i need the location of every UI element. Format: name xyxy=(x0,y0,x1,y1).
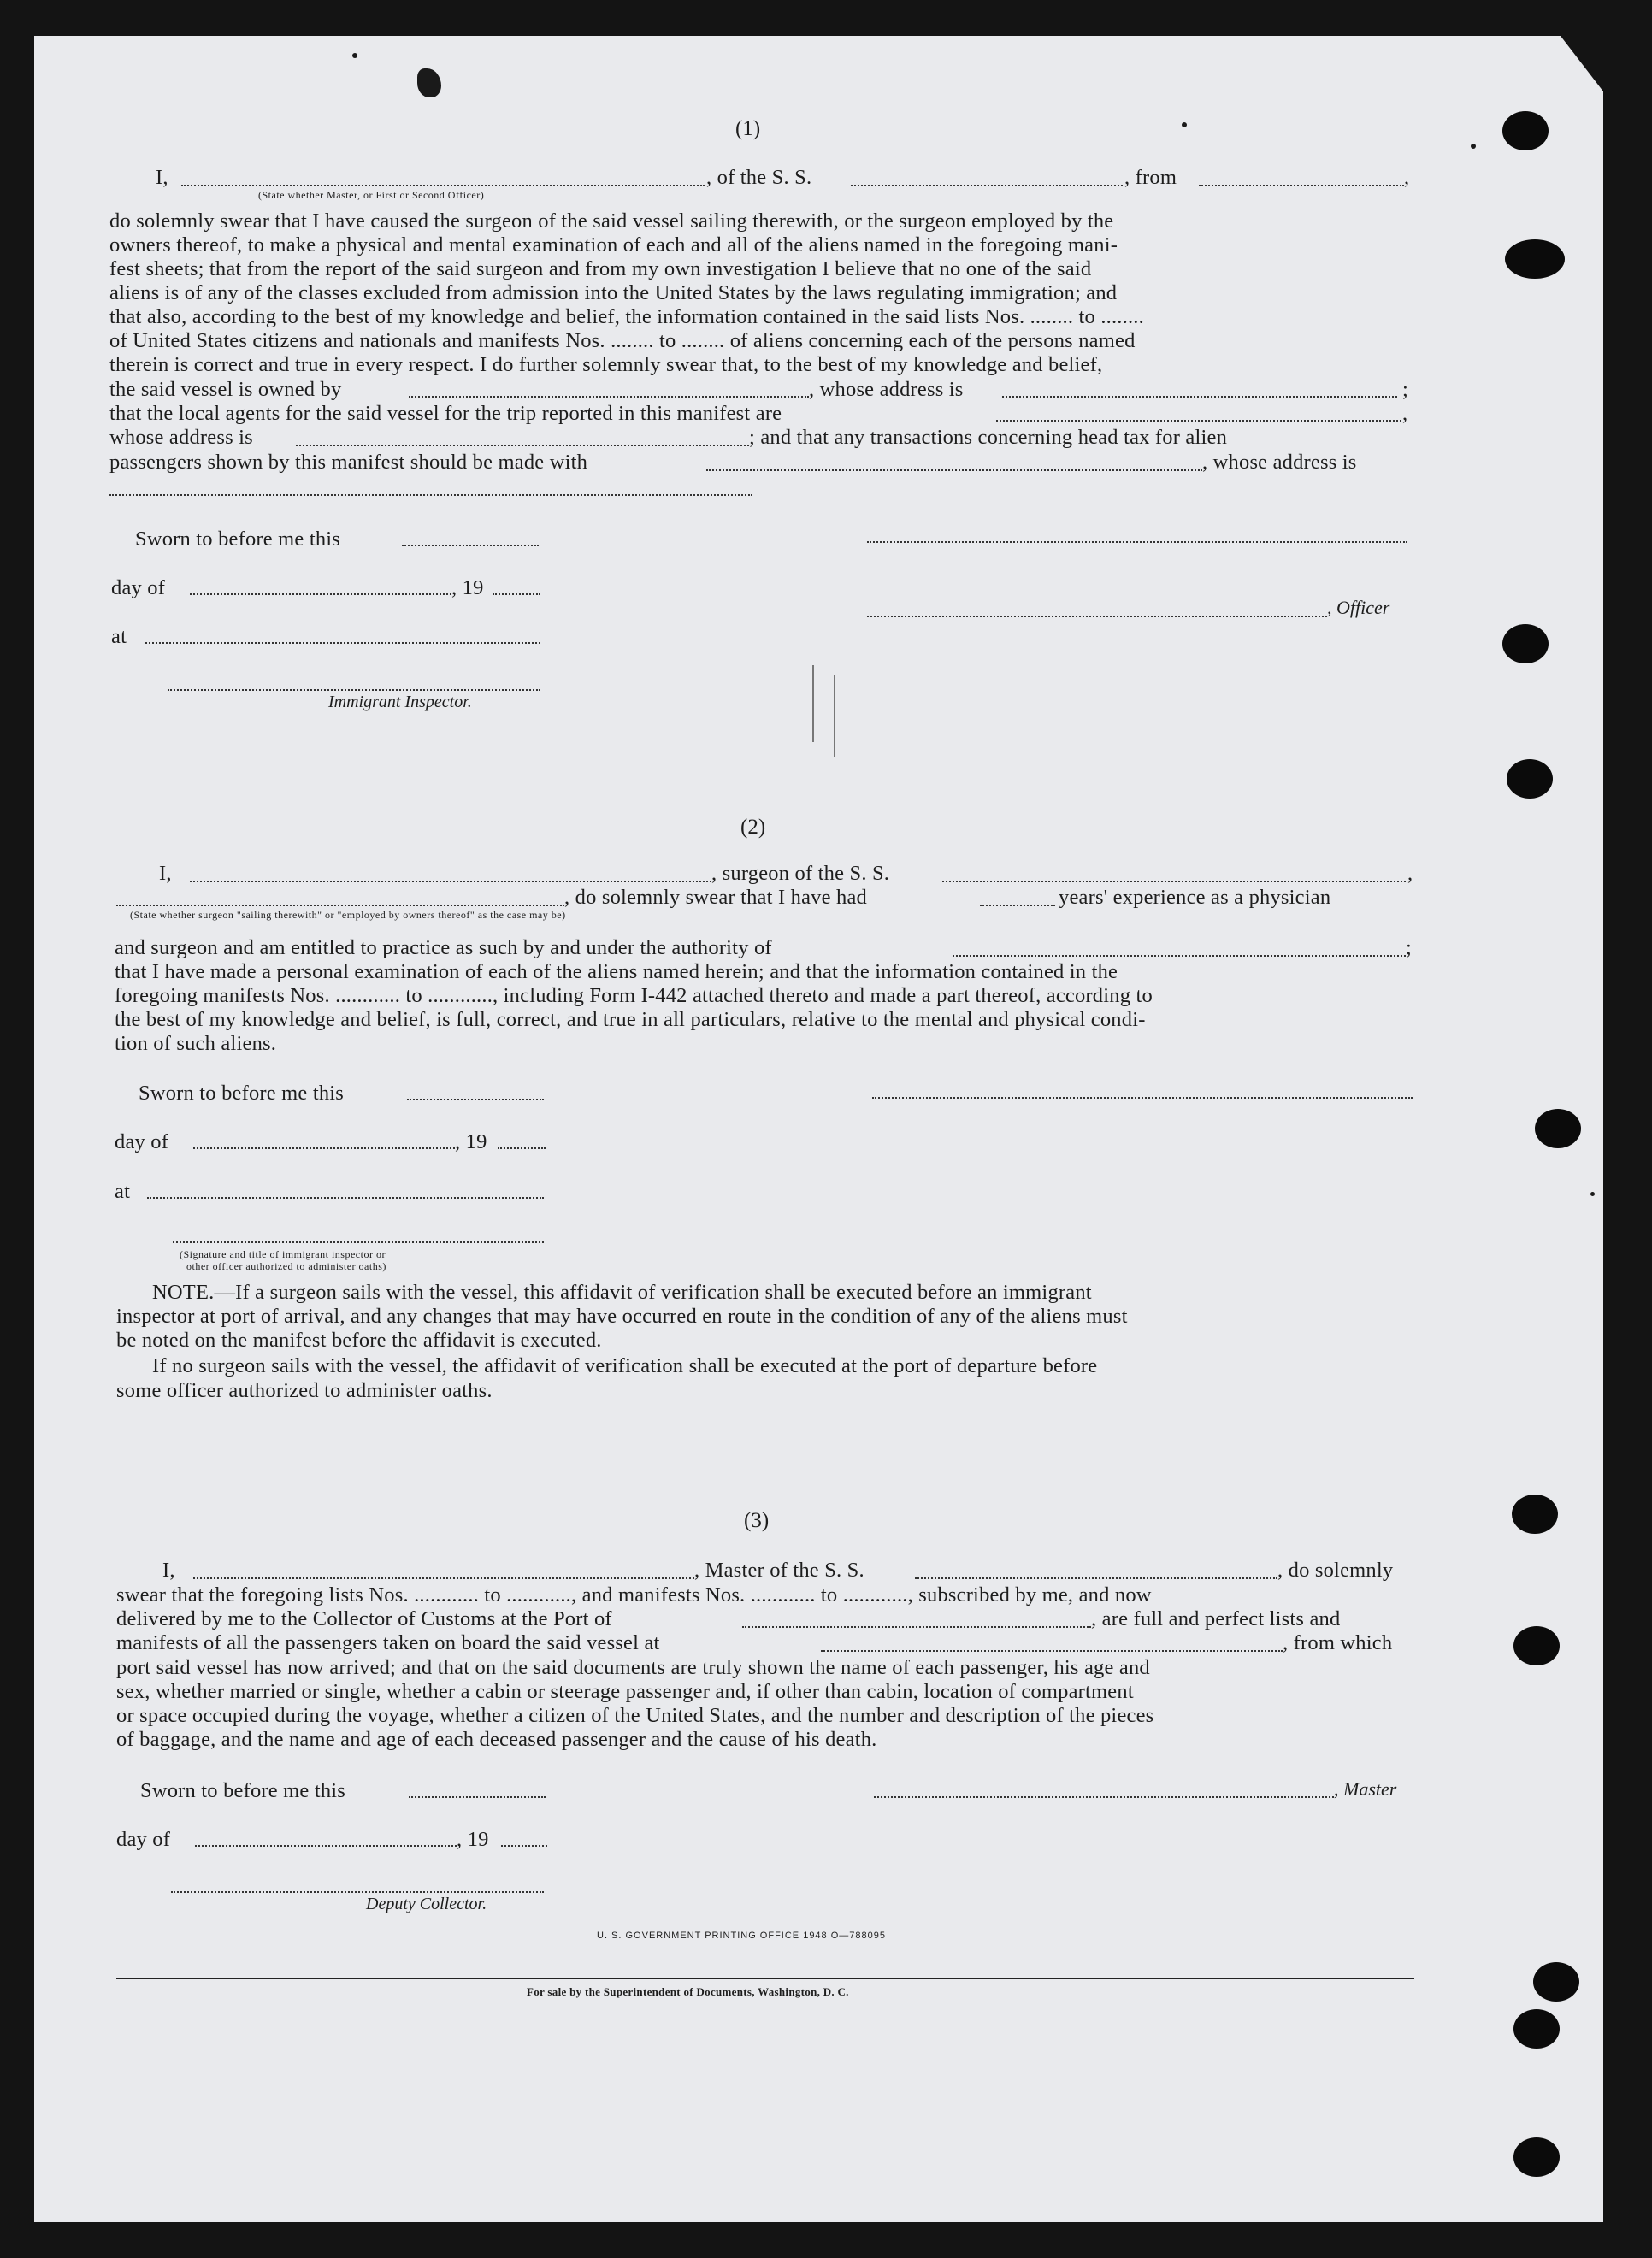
s2-vessel-field[interactable] xyxy=(942,881,1406,882)
s1-officer-label: , Officer xyxy=(1327,597,1390,618)
ink-speck xyxy=(352,53,357,58)
section-3-number: (3) xyxy=(744,1509,770,1532)
punch-hole xyxy=(1507,759,1553,799)
s3-full-perfect: , are full and perfect lists and xyxy=(1091,1607,1341,1630)
s1-inspector-signature-field[interactable] xyxy=(168,689,540,691)
punch-hole xyxy=(1513,2137,1560,2177)
s1-whose-address: whose address is xyxy=(109,426,253,449)
ink-speck xyxy=(1590,1192,1595,1196)
printing-office-imprint: U. S. GOVERNMENT PRINTING OFFICE 1948 O—788095 xyxy=(597,1931,886,1941)
s3-do-solemnly: , do solemnly xyxy=(1277,1559,1394,1582)
s1-passengers-shown: passengers shown by this manifest should be made with xyxy=(109,451,588,474)
section-1-number: (1) xyxy=(735,117,761,140)
punch-hole xyxy=(1535,1109,1581,1148)
s1-agents-address-field[interactable] xyxy=(296,445,749,446)
s3-body-line: of baggage, and the name and age of each deceased passenger and the cause of his death. xyxy=(116,1728,877,1751)
s1-body-line: aliens is of any of the classes excluded from admission into the United States by the laws regulating immigration; and xyxy=(109,281,1118,304)
s1-officer-name-field[interactable] xyxy=(181,185,705,186)
s1-whose-address-end: , whose address is xyxy=(1202,451,1357,474)
s3-deputy-signature-field[interactable] xyxy=(171,1891,544,1893)
s2-note-line: NOTE.—If a surgeon sails with the vessel, this affidavit of verification shall be executed before an immigrant xyxy=(152,1281,1092,1304)
s2-note-line: some officer authorized to administer oaths. xyxy=(116,1379,493,1402)
s2-year-field[interactable] xyxy=(498,1147,546,1149)
s1-owned-by: the said vessel is owned by xyxy=(109,378,342,401)
s1-officer-note: (State whether Master, or First or Second Officer) xyxy=(258,189,485,201)
punch-hole xyxy=(1513,1626,1560,1665)
s1-head-tax-field[interactable] xyxy=(706,469,1202,471)
s1-body-line: therein is correct and true in every respect. I do further solemnly swear that, to the best of my knowledge and belief, xyxy=(109,353,1103,376)
s2-note-line: inspector at port of arrival, and any changes that may have occurred en route in the condition of any of the aliens must xyxy=(116,1305,1128,1328)
s1-from-field[interactable] xyxy=(1199,185,1404,186)
s1-inspector-label: Immigrant Inspector. xyxy=(328,693,472,711)
s1-sworn-field[interactable] xyxy=(402,545,539,546)
s3-master-name-field[interactable] xyxy=(193,1577,694,1579)
s3-deputy-label: Deputy Collector. xyxy=(366,1895,487,1913)
s1-line1-comma: , xyxy=(1404,166,1410,189)
s2-surgeon-note: (State whether surgeon "sailing therewith" or "employed by owners thereof" as the case may be) xyxy=(130,909,566,921)
s2-body-line: tion of such aliens. xyxy=(115,1032,277,1055)
s3-master-of: , Master of the S. S. xyxy=(694,1559,864,1582)
s2-note-line: be noted on the manifest before the affidavit is executed. xyxy=(116,1329,602,1352)
s1-day-field[interactable] xyxy=(190,593,451,595)
s1-body-line: owners thereof, to make a physical and mental examination of each and all of the aliens named in the foregoing mani- xyxy=(109,233,1118,256)
s3-day-of: day of xyxy=(116,1828,171,1851)
s2-day-field[interactable] xyxy=(193,1147,455,1149)
s2-authority-field[interactable] xyxy=(953,955,1406,957)
s1-from: , from xyxy=(1124,166,1177,189)
s3-from-which: , from which xyxy=(1283,1631,1393,1654)
s3-body-line: port said vessel has now arrived; and that on the said documents are truly shown the name of each passenger, his age and xyxy=(116,1656,1150,1679)
section-2-number: (2) xyxy=(740,816,766,839)
punch-hole xyxy=(1533,1962,1579,2002)
s2-day-of: day of xyxy=(115,1130,169,1153)
s3-port-field[interactable] xyxy=(742,1626,1091,1628)
s1-year: , 19 xyxy=(451,576,484,599)
s3-i: I, xyxy=(162,1559,175,1582)
s2-swear-years: , do solemnly swear that I have had xyxy=(564,886,867,909)
s1-body-line: fest sheets; that from the report of the said surgeon and from my own investigation I believe that no one of the said xyxy=(109,257,1092,280)
s2-inspector-signature-field[interactable] xyxy=(173,1241,544,1243)
s3-master-label: , Master xyxy=(1334,1778,1397,1800)
s2-surgeon-name-field[interactable] xyxy=(190,881,711,882)
s3-delivered: delivered by me to the Collector of Customs at the Port of xyxy=(116,1607,612,1630)
s3-master-signature-field[interactable] xyxy=(874,1796,1334,1798)
for-sale-notice: For sale by the Superintendent of Documents, Washington, D. C. xyxy=(527,1985,849,1998)
s2-body-line: that I have made a personal examination of each of the aliens named herein; and that the information contained in the xyxy=(115,960,1118,983)
s3-body-line: swear that the foregoing lists Nos. ............ to ............, and manifests Nos. ............ to ............, subscribed by me, and now xyxy=(116,1583,1152,1607)
ink-speck xyxy=(1182,122,1187,127)
s2-years-exp: years' experience as a physician xyxy=(1059,886,1331,909)
s3-body-line: or space occupied during the voyage, whether a citizen of the United States, and the number and description of the pieces xyxy=(116,1704,1154,1727)
s1-line1-i: I, xyxy=(156,166,168,189)
s2-surgeon-of: , surgeon of the S. S. xyxy=(711,862,890,885)
punch-hole xyxy=(1505,239,1565,279)
pencil-mark xyxy=(812,665,814,742)
s3-sworn-field[interactable] xyxy=(409,1796,546,1798)
s1-vessel-field[interactable] xyxy=(851,185,1123,186)
s3-embark-port-field[interactable] xyxy=(821,1650,1283,1652)
s1-at: at xyxy=(111,625,127,648)
s1-owner-address-field[interactable] xyxy=(1002,396,1397,398)
s1-of-ss: , of the S. S. xyxy=(706,166,812,189)
punch-hole xyxy=(1502,624,1549,663)
s2-body-line: the best of my knowledge and belief, is full, correct, and true in all particulars, relative to the mental and physical condi- xyxy=(115,1008,1146,1031)
s1-year-field[interactable] xyxy=(493,593,540,595)
s2-sworn-field[interactable] xyxy=(407,1099,544,1100)
s2-sworn: Sworn to before me this xyxy=(139,1082,345,1105)
s1-head-tax-address-field[interactable] xyxy=(109,494,752,496)
s1-body-line: of United States citizens and nationals and manifests Nos. ........ to ........ of aliens concerning each of the persons named xyxy=(109,329,1136,352)
s2-semicolon: ; xyxy=(1406,936,1413,959)
s2-note-line: If no surgeon sails with the vessel, the affidavit of verification shall be executed at the port of departure before xyxy=(152,1354,1098,1377)
s3-vessel-field[interactable] xyxy=(915,1577,1277,1579)
s2-body-line: foregoing manifests Nos. ............ to ............, including Form I-442 attached thereto and made a part thereof, according to xyxy=(115,984,1153,1007)
footer-rule xyxy=(116,1978,1414,1979)
pencil-mark xyxy=(834,675,835,757)
s1-day-of: day of xyxy=(111,576,166,599)
s2-year: , 19 xyxy=(455,1130,487,1153)
s2-surgeon-type-field[interactable] xyxy=(116,905,564,906)
s2-at-field[interactable] xyxy=(147,1197,544,1199)
punch-hole xyxy=(1502,111,1549,150)
s2-years-field[interactable] xyxy=(980,905,1055,906)
punch-hole xyxy=(1512,1495,1558,1534)
s3-manifests-all: manifests of all the passengers taken on board the said vessel at xyxy=(116,1631,660,1654)
s1-owned-semicolon: ; xyxy=(1402,378,1409,401)
s3-year-field[interactable] xyxy=(501,1845,547,1847)
punch-hole xyxy=(1513,2009,1560,2049)
s2-at: at xyxy=(115,1180,131,1203)
s1-head-tax: ; and that any transactions concerning head tax for alien xyxy=(749,426,1228,449)
s3-day-field[interactable] xyxy=(195,1845,457,1847)
s2-authority: and surgeon and am entitled to practice as such by and under the authority of xyxy=(115,936,772,959)
s2-surgeon-signature-field[interactable] xyxy=(872,1097,1413,1099)
s2-i: I, xyxy=(159,862,172,885)
s1-local-agents: that the local agents for the said vessel for the trip reported in this manifest are xyxy=(109,402,782,425)
s1-body-line: that also, according to the best of my knowledge and belief, the information contained in the said lists Nos. ........ to ........ xyxy=(109,305,1144,328)
s1-deponent-signature-field[interactable] xyxy=(867,541,1407,543)
s3-sworn: Sworn to before me this xyxy=(140,1779,346,1802)
s3-body-line: sex, whether married or single, whether a cabin or steerage passenger and, if other than cabin, location of compartment xyxy=(116,1680,1134,1703)
s1-sworn: Sworn to before me this xyxy=(135,528,341,551)
s1-agents-field[interactable] xyxy=(996,420,1401,422)
s1-body-line: do solemnly swear that I have caused the surgeon of the said vessel sailing therewith, or the surgeon employed by the xyxy=(109,209,1114,233)
s3-year: , 19 xyxy=(457,1828,489,1851)
s2-comma: , xyxy=(1407,862,1413,885)
s2-signature-note: other officer authorized to administer oaths) xyxy=(186,1260,386,1272)
s1-officer-signature-field[interactable] xyxy=(867,616,1327,617)
ink-speck xyxy=(1471,144,1476,149)
s1-at-field[interactable] xyxy=(145,642,540,644)
s1-agents-comma: , xyxy=(1402,402,1408,425)
s2-signature-note: (Signature and title of immigrant inspector or xyxy=(180,1248,386,1260)
s1-owned-address: , whose address is xyxy=(809,378,964,401)
s1-owner-field[interactable] xyxy=(409,396,809,398)
